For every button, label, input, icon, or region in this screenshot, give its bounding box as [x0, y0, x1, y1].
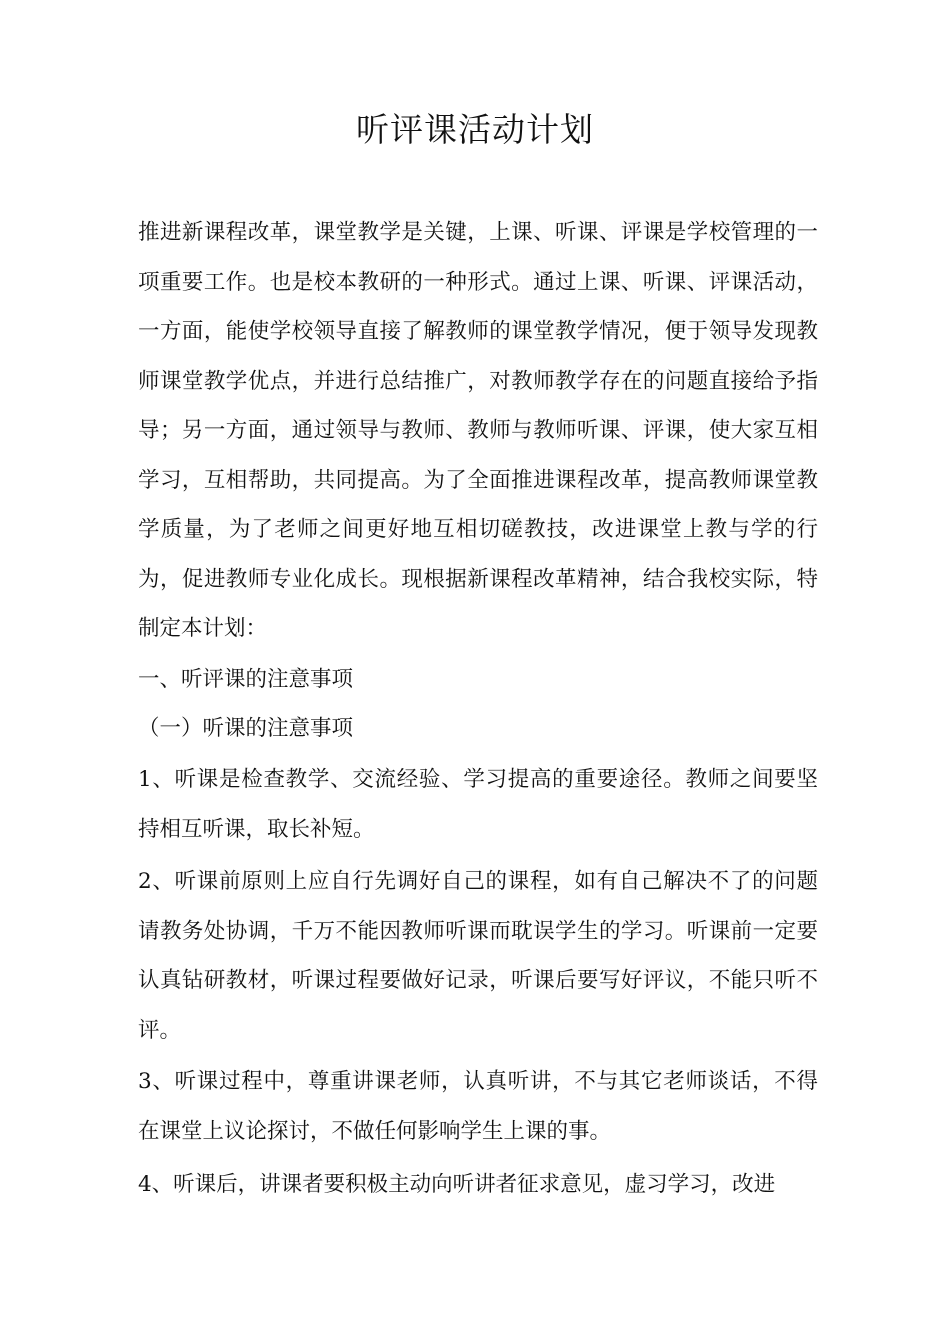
- list-item-2: 2、听课前原则上应自行先调好自己的课程，如有自己解决不了的问题请教务处协调，千万不能因教师听课而耽误学生的学习。听课前一定要认真钻研教材，听课过程要做好记录，听课后要写好评议，不能只听不评。: [138, 869, 818, 1043]
- list-item-3: 3、听课过程中，尊重讲课老师，认真听讲，不与其它老师谈话，不得在课堂上议论探讨，不做任何影响学生上课的事。: [138, 1069, 818, 1144]
- section-1-heading: 一、听评课的注意事项: [138, 667, 354, 692]
- document-title: 听评课活动计划: [356, 110, 594, 149]
- intro-paragraph: 推进新课程改革，课堂教学是关键，上课、听课、评课是学校管理的一项重要工作。也是校本教研的一种形式。通过上课、听课、评课活动，一方面，能使学校领导直接了解教师的课堂教学情况，便于领导发现教师课堂教学优点，并进行总结推广，对教师教学存在的问题直接给予指导；另一方面，通过领导与教师、教师与教师听课、评课，使大家互相学习，互相帮助，共同提高。为了全面推进课程改革，提高教师课堂教学质量，为了老师之间更好地互相切磋教技，改进课堂上教与学的行为，促进教师专业化成长。现根据新课程改革精神，结合我校实际，特制定本计划：: [138, 220, 818, 641]
- list-item-4: 4、听课后，讲课者要积极主动向听讲者征求意见，虚习学习，改进: [138, 1172, 776, 1197]
- subsection-1-heading: （一）听课的注意事项: [138, 716, 354, 741]
- list-item-1: 1、听课是检查教学、交流经验、学习提高的重要途径。教师之间要坚持相互听课，取长补短。: [138, 767, 818, 842]
